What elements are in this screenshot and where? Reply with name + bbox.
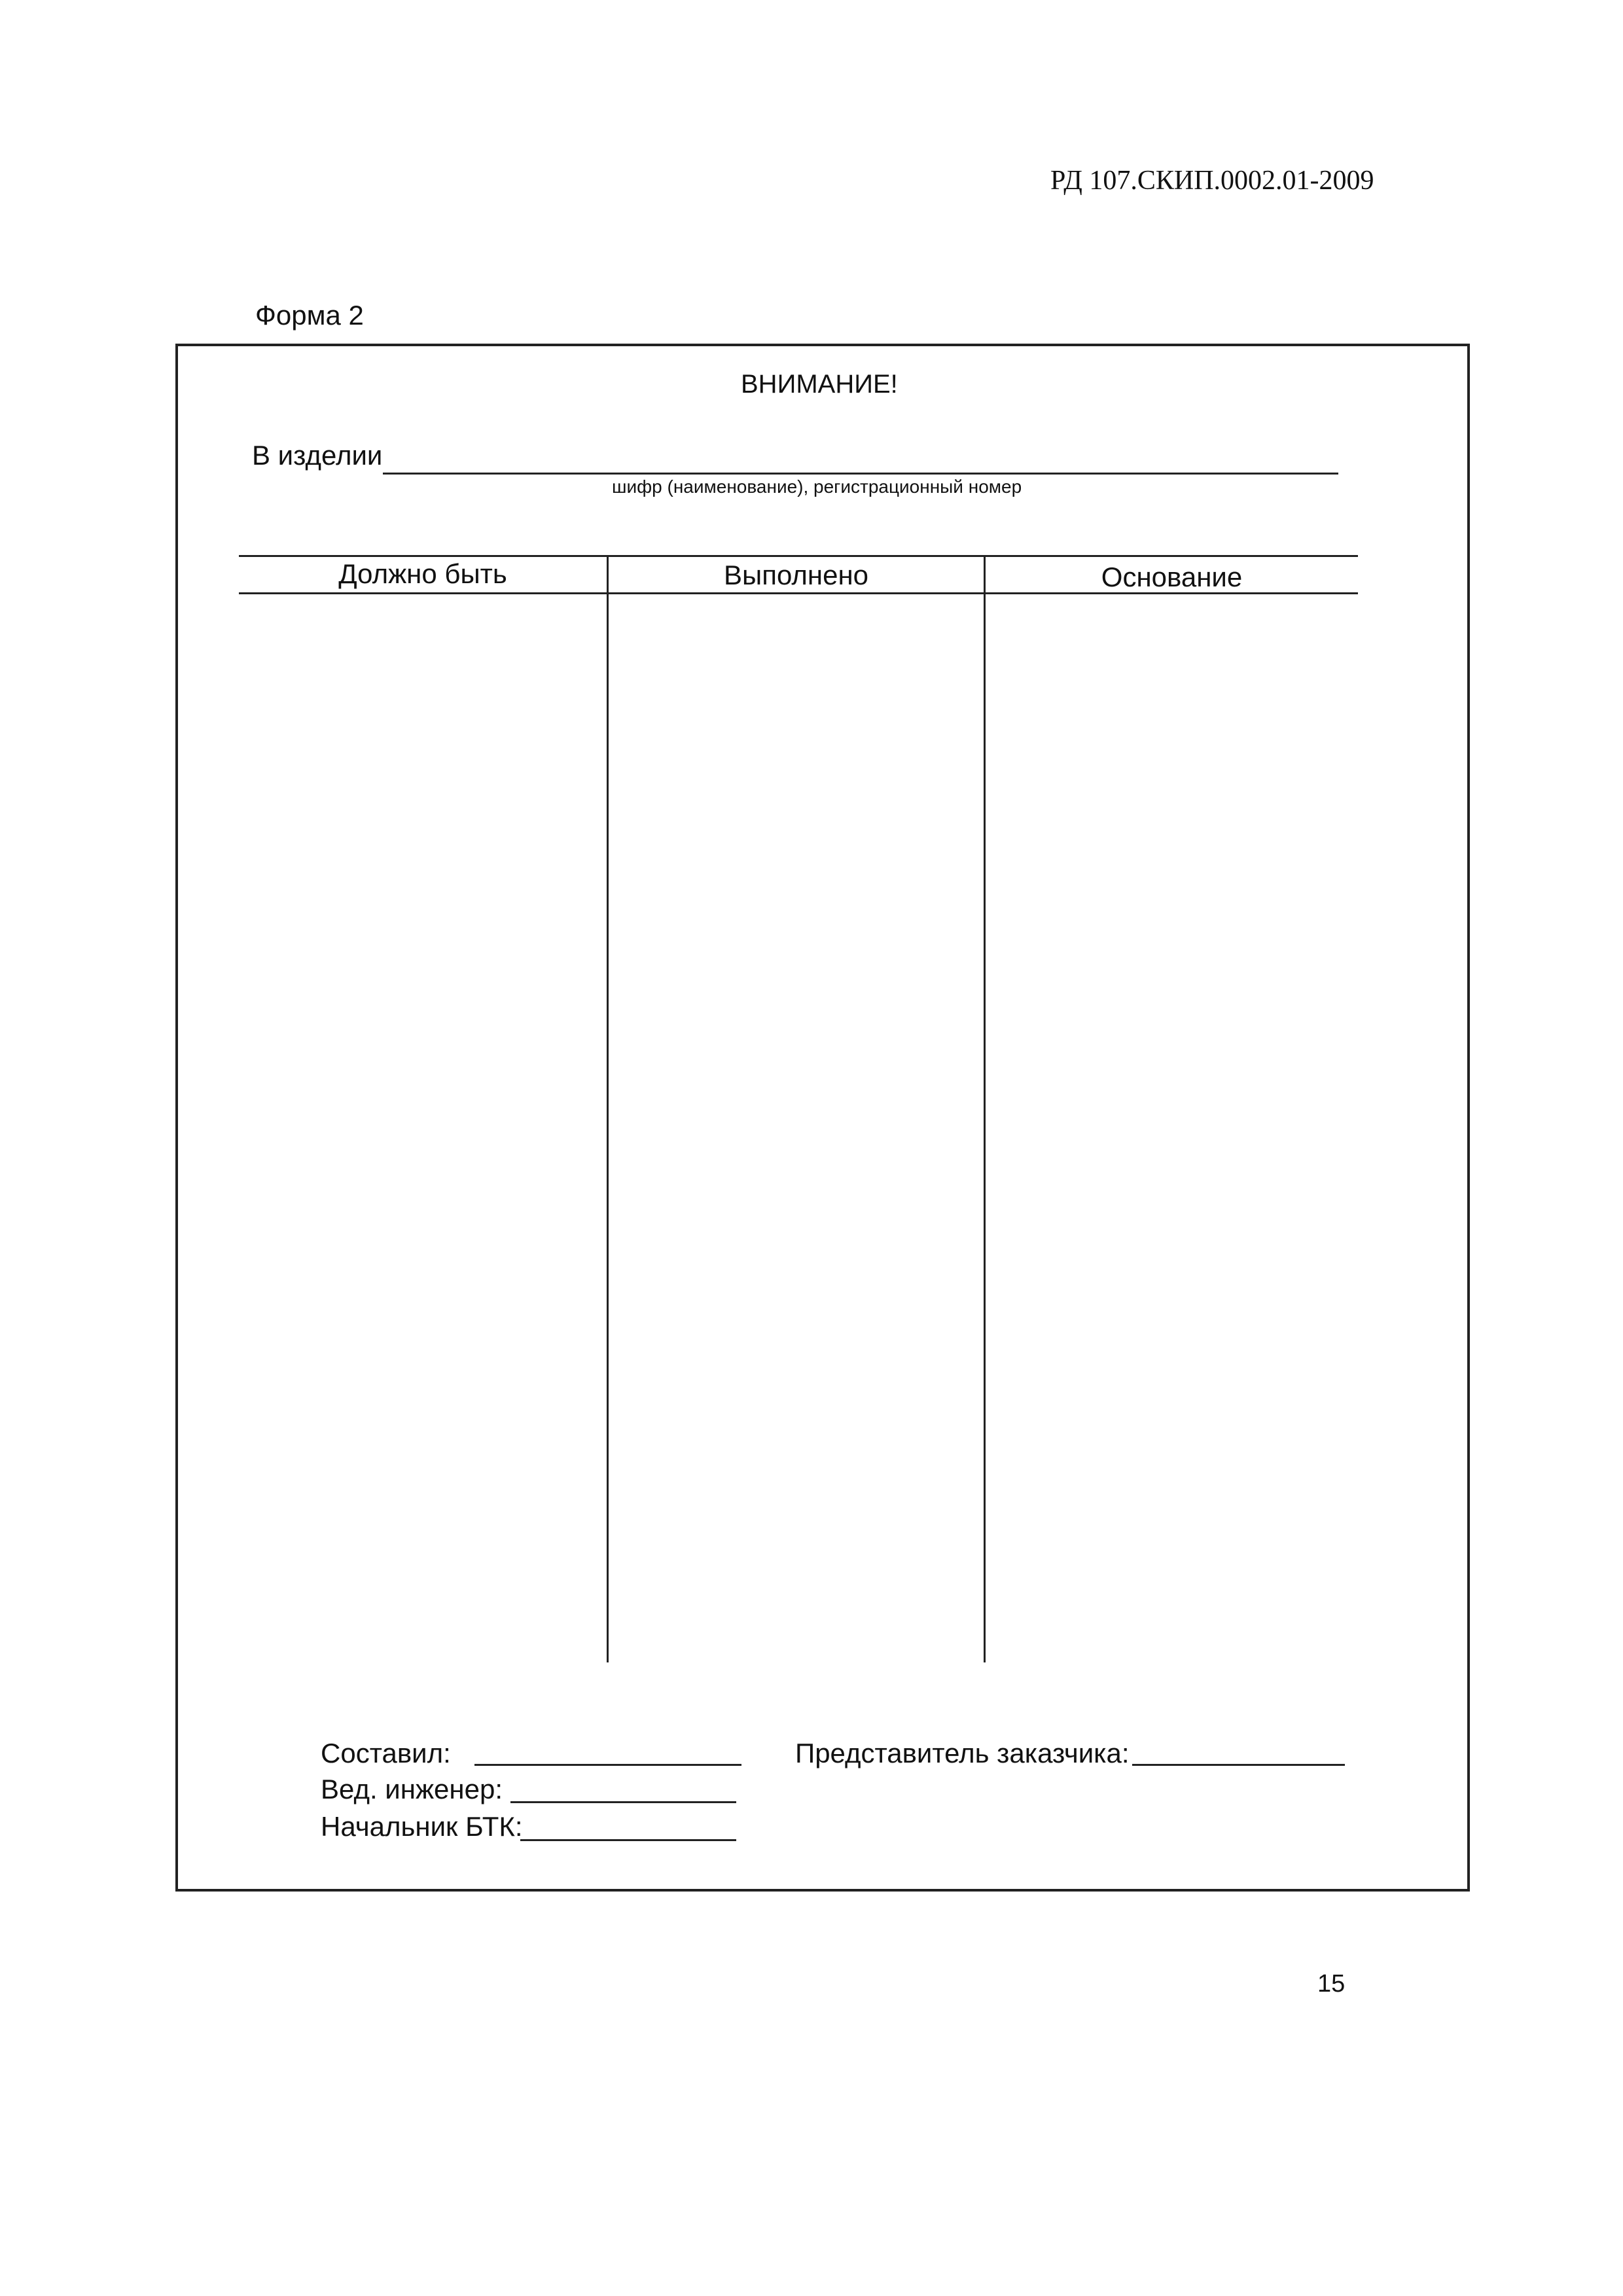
signature-btk-head-label: Начальник БТК: (321, 1811, 523, 1842)
table-top-line (239, 555, 1358, 557)
table-divider-2 (984, 555, 986, 1662)
product-label: В изделии (252, 440, 383, 471)
column-header-done: Выполнено (724, 560, 868, 590)
signature-lead-engineer-line[interactable] (510, 1801, 736, 1803)
page-number: 15 (1317, 1970, 1346, 1998)
form-label: Форма 2 (255, 300, 364, 331)
signature-lead-engineer-label: Вед. инженер: (321, 1774, 503, 1804)
product-input-line[interactable] (383, 473, 1338, 475)
document-code: РД 107.СКИП.0002.01-2009 (1050, 166, 1374, 196)
table-divider-1 (607, 555, 609, 1662)
column-header-basis: Основание (1101, 562, 1243, 592)
signature-btk-head-line[interactable] (520, 1839, 736, 1841)
signature-compiled-label: Составил: (321, 1738, 451, 1768)
signature-compiled-line[interactable] (474, 1764, 741, 1766)
product-hint: шифр (наименование), регистрационный номер (612, 476, 1022, 497)
signature-customer-rep-line[interactable] (1132, 1764, 1345, 1766)
warning-title: ВНИМАНИЕ! (741, 370, 898, 399)
column-header-should-be: Должно быть (338, 558, 507, 589)
signature-customer-rep-label: Представитель заказчика: (795, 1738, 1130, 1768)
